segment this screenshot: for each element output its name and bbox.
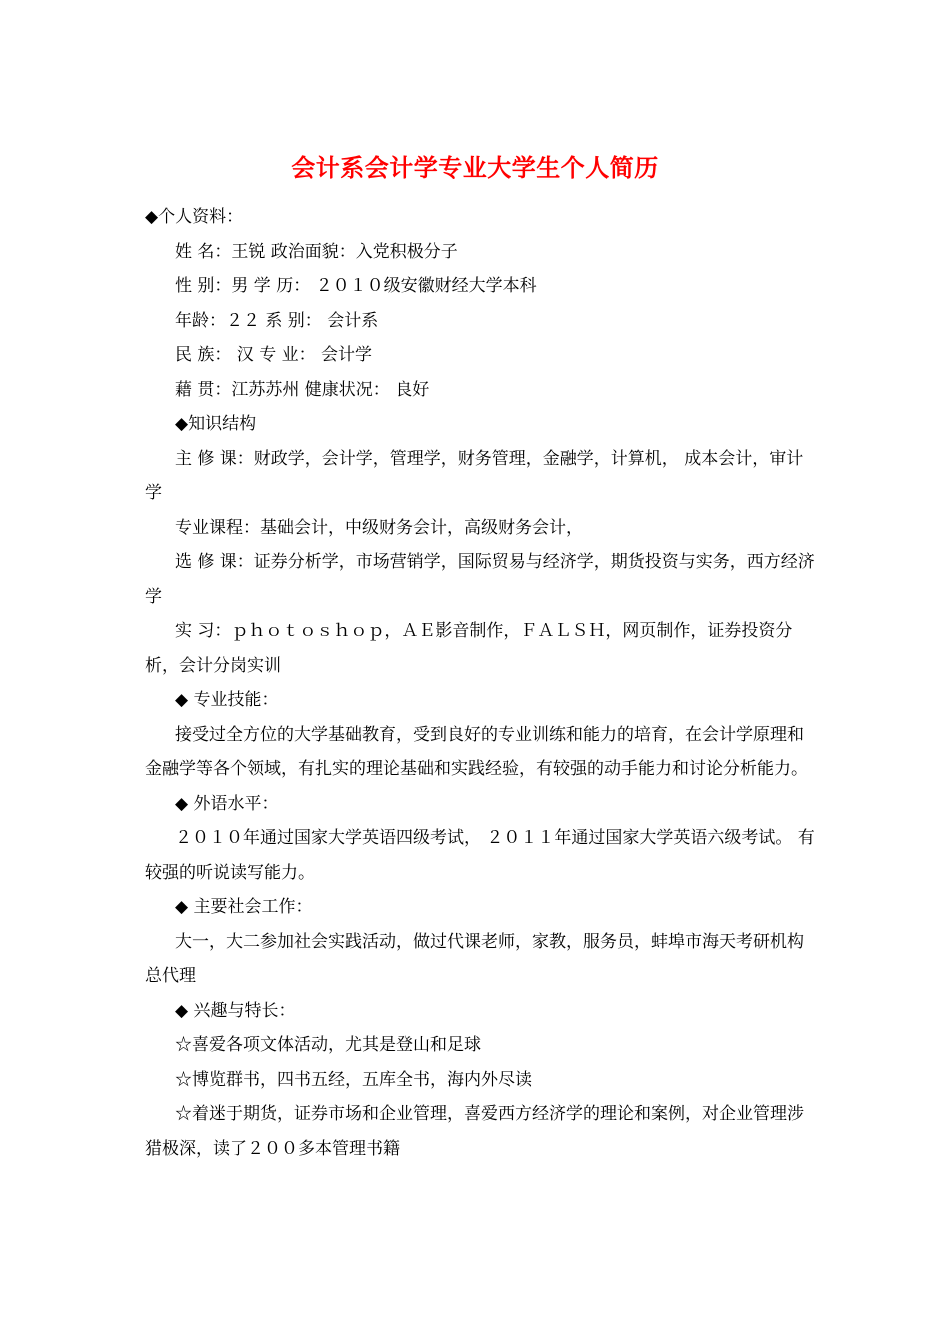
ethnicity-line: 民 族： 汉 专 业： 会计学 <box>175 345 373 365</box>
social-work-text: 大一，大二参加社会实践活动，做过代课老师，家教，服务员，蚌埠市海天考研机构总代理 <box>145 931 804 986</box>
language-heading: ◆ 外语水平： <box>175 793 279 814</box>
age-line: 年龄：２２ 系 别： 会计系 <box>175 310 379 331</box>
personal-info-heading: ◆个人资料： <box>145 207 244 227</box>
resume-body <box>145 200 817 1166</box>
social-work-heading: ◆ 主要社会工作： <box>175 897 313 917</box>
internship: 实 习：ｐｈｏｔｏｓｈｏｐ，ＡＥ影音制作，ＦＡＬＳＨ，网页制作，证券投资分析，会计分岗实训 <box>145 621 793 676</box>
skills-text: 接受过全方位的大学基础教育，受到良好的专业训练和能力的培育，在会计学原理和金融学等各个领域，有扎实的理论基础和实践经验，有较强的动手能力和讨论分析能力。 <box>145 724 808 779</box>
name-line: 姓 名：王锐 政治面貌：入党积极分子 <box>175 241 458 262</box>
hobby-item: ☆着迷于期货，证券市场和企业管理，喜爱西方经济学的理论和案例，对企业管理涉猎极深，读了２００多本管理书籍 <box>145 1104 804 1159</box>
page-title: 会计系会计学专业大学生个人简历 <box>291 153 659 182</box>
hobby-item: ☆博览群书，四书五经，五库全书，海内外尽读 <box>175 1069 532 1090</box>
hobbies-heading: ◆ 兴趣与特长： <box>175 1000 296 1021</box>
language-text: ２０１０年通过国家大学英语四级考试， ２０１１年通过国家大学英语六级考试。 有较强的听说读写能力。 <box>145 828 815 883</box>
hobby-item: ☆喜爱各项文体活动，尤其是登山和足球 <box>175 1035 481 1055</box>
skills-heading: ◆ 专业技能： <box>175 690 279 710</box>
elective-courses: 选 修 课：证券分析学，市场营销学，国际贸易与经济学，期货投资与实务，西方经济学 <box>145 552 815 607</box>
knowledge-heading: ◆知识结构 <box>175 414 257 434</box>
major-courses: 主 修 课：财政学，会计学，管理学，财务管理，金融学，计算机， 成本会计，审计学 <box>145 448 804 503</box>
professional-courses: 专业课程：基础会计，中级财务会计，高级财务会计， <box>175 517 583 538</box>
origin-line: 藉 贯：江苏苏州 健康状况： 良好 <box>175 379 430 400</box>
gender-line: 性 别：男 学 历： ２０１０级安徽财经大学本科 <box>175 276 537 296</box>
